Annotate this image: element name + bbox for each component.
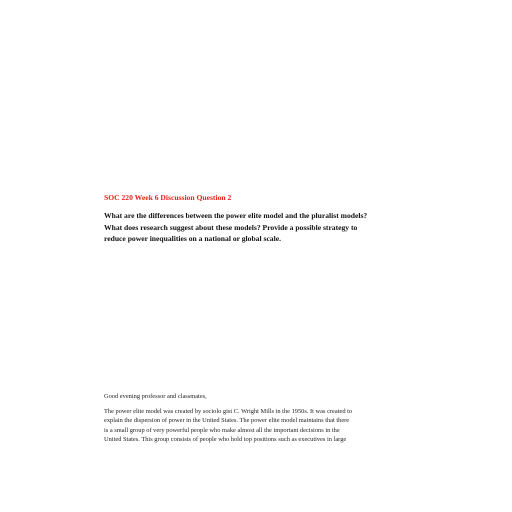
answer-paragraph [104,407,424,444]
greeting-text: Good evening professor and classmates, [104,393,207,400]
paragraph-line: explain the dispersion of power in the United States. The power elite model maintains that there [104,417,350,425]
discussion-question [104,210,414,245]
question-line: What does research suggest about these models? Provide a possible strategy to [104,222,358,232]
paragraph-line: United States. This group consists of people who hold top positions such as executives in large [104,435,347,443]
document-title: SOC 220 Week 6 Discussion Question 2 [104,193,232,202]
question-line: What are the differences between the power elite model and the pluralist models? [104,211,368,220]
question-line: reduce power inequalities on a national or global scale. [104,234,281,243]
paragraph-line: is a small group of very powerful people who make almost all the important decisions in the [104,426,340,434]
paragraph-line: The power elite model was created by sociolo gist C. Wright Mills in the 1950s. It was created to [104,408,353,415]
